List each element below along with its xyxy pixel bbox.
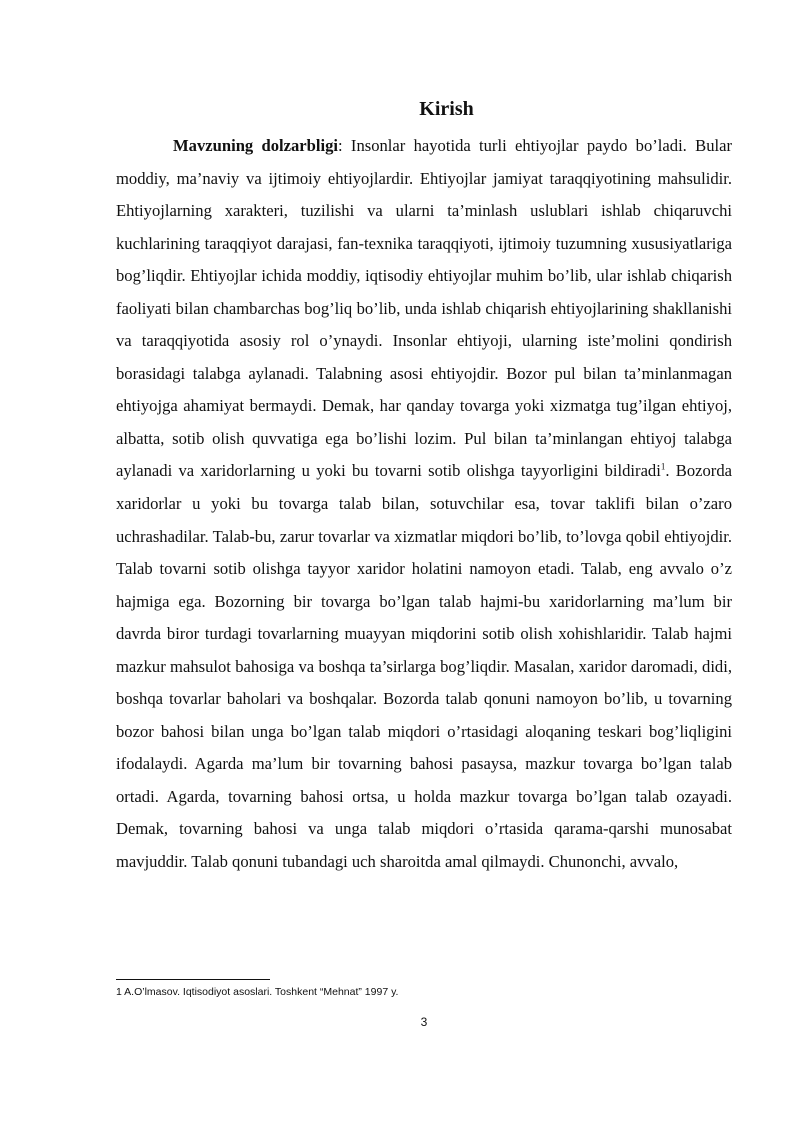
- body-paragraph: [116, 130, 732, 879]
- footnote-reference[interactable]: 1: [660, 461, 666, 472]
- footnote-divider: [116, 979, 270, 980]
- section-lead: Mavzuning dolzarbligi: [173, 136, 339, 155]
- page-number: 3: [420, 1015, 428, 1029]
- paragraph-text-part2: . Bozorda xaridorlar u yoki bu tovarga talab bilan, sotuvchilar esa, tovar taklifi bilan o’zaro uchrashadilar. Talab-bu, zarur tovarlar va xizmatlar miqdori bo’lib, to’lovga qobil ehtiyojdir. Talab tovarni sotib olishga tayyor xaridor holatini namoyon etadi. Talab, eng avvalo o’z hajmiga ega. Bozorning bir tovarga bo’lgan talab hajmi-bu xaridorlarning ma’lum bir davrda biror turdagi tovarlarning muayyan miqdorini sotib olish xohishlaridir. Talab hajmi mazkur mahsulot bahosiga va boshqa ta’sirlarga bog’liqdir. Masalan, xaridor daromadi, didi, boshqa tovarlar baholari va boshqalar. Bozorda talab qonuni namoyon bo’lib, u tovarning bozor bahosi bilan unga bo’lgan talab miqdori o’rtasidagi aloqaning teskari bog’liqligini ifodalaydi. Agarda ma’lum bir tovarning bahosi pasaysa, mazkur tovarga bo’lgan talab ortadi. Agarda, tovarning bahosi ortsa, u holda mazkur tovarga bo’lgan talab ozayadi. Demak, tovarning bahosi va unga talab miqdori o’rtasida qarama-qarshi munosabat mavjuddir. Talab qonuni tubandagi uch sharoitda amal qilmaydi. Chunonchi, avvalo,: [116, 461, 732, 872]
- page-title: Kirish: [419, 98, 474, 120]
- paragraph-text-part1: : Insonlar hayotida turli ehtiyojlar paydo bo’ladi. Bular moddiy, ma’naviy va ijtimoiy ehtiyojlardir. Ehtiyojlar jamiyat taraqqiyotining mahsulidir. Ehtiyojlarning xarakteri, tuzilishi va ularni ta’minlash uslublari ishlab chiqaruvchi kuchlarining taraqqiyot darajasi, fan-texnika taraqqiyoti, ijtimoiy tuzumning xususiyatlariga bog’liqdir. Ehtiyojlar ichida moddiy, iqtisodiy ehtiyojlar muhim bo’lib, ular ishlab chiqarish faoliyati bilan chambarchas bog’liq bo’lib, unda ishlab chiqarish ehtiyojlarining shakllanishi va taraqqiyotida asosiy rol o’ynaydi. Insonlar ehtiyoji, ularning iste’molini qondirish borasidagi talabga aylanadi. Talabning asosi ehtiyojdir. Bozor pul bilan ta’minlanmagan ehtiyojga ahamiyat bermaydi. Demak, har qanday tovarga yoki xizmatga tug’ilgan ehtiyoj, albatta, sotib olish quvvatiga ega bo’lishi lozim. Pul bilan ta’minlangan ehtiyoj talabga aylanadi va xaridorlarning u yoki bu tovarni sotib olishga tayyorligini bildiradi: [116, 136, 732, 481]
- footnote: 1 A.O’lmasov. Iqtisodiyot asoslari. Toshkent “Mehnat” 1997 y.: [116, 986, 399, 998]
